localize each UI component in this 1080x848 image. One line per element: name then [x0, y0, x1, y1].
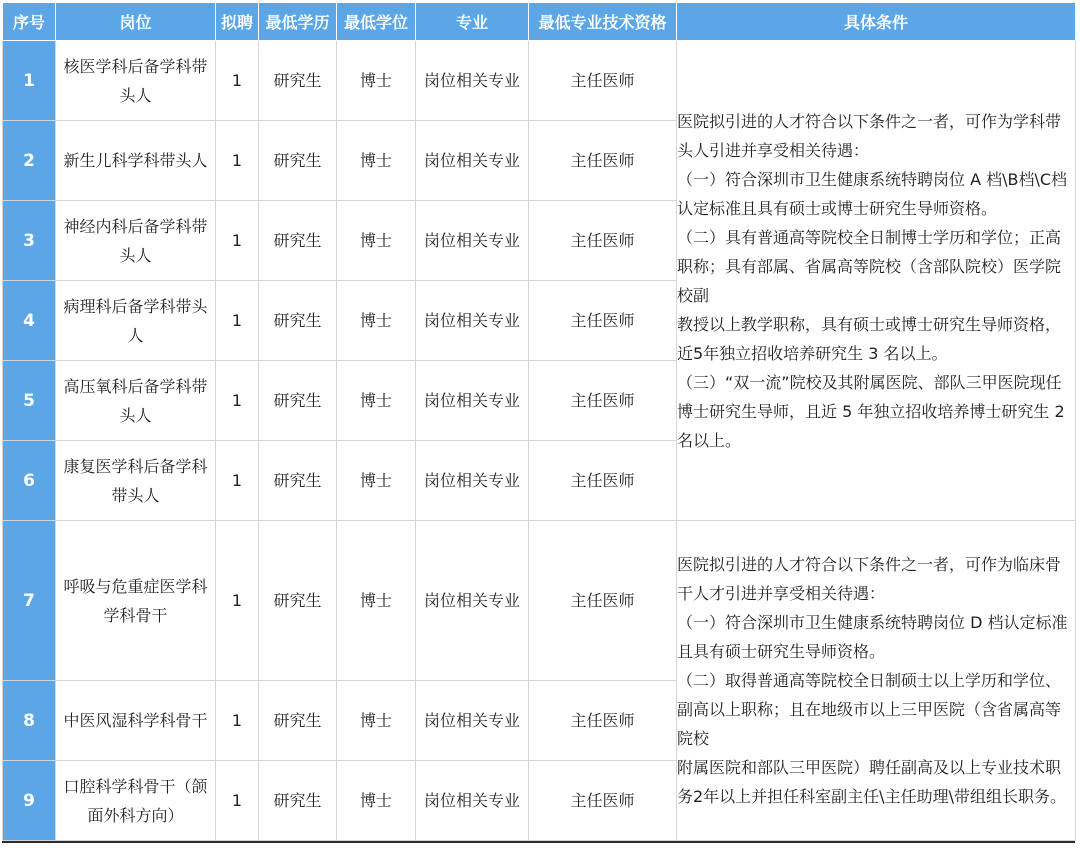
- row-major: 岗位相关专业: [416, 441, 529, 521]
- row-position: 高压氧科后备学科带头人: [56, 361, 216, 441]
- row-degree: 博士: [337, 201, 416, 281]
- row-seq: 4: [3, 281, 56, 361]
- row-major: 岗位相关专业: [416, 521, 529, 681]
- row-major: 岗位相关专业: [416, 681, 529, 761]
- row-position: 核医学科后备学科带头人: [56, 41, 216, 121]
- row-education: 研究生: [259, 761, 337, 841]
- row-quota: 1: [216, 201, 259, 281]
- conditions-text: （三）“双一流”院校及其附属医院、部队三甲医院现任博士研究生导师，且近 5 年独立招收培养博士研究生 2 名以上。: [677, 372, 1065, 450]
- row-education: 研究生: [259, 361, 337, 441]
- row-education: 研究生: [259, 521, 337, 681]
- row-degree: 博士: [337, 761, 416, 841]
- row-title: 主任医师: [529, 41, 677, 121]
- row-major: 岗位相关专业: [416, 281, 529, 361]
- header-min-degree: 最低学位: [337, 3, 416, 41]
- row-major: 岗位相关专业: [416, 121, 529, 201]
- row-title: 主任医师: [529, 761, 677, 841]
- row-major: 岗位相关专业: [416, 201, 529, 281]
- row-position: 康复医学科后备学科带头人: [56, 441, 216, 521]
- row-seq: 2: [3, 121, 56, 201]
- conditions-text: 教授以上教学职称，具有硕士或博士研究生导师资格，近5年独立招收培养研究生 3 名以上。: [677, 314, 1062, 363]
- row-title: 主任医师: [529, 121, 677, 201]
- conditions-text: （一）符合深圳市卫生健康系统特聘岗位 D 档认定标准且具有硕士研究生导师资格。: [677, 613, 1068, 661]
- header-min-education: 最低学历: [259, 3, 337, 41]
- table-row: [3, 521, 1076, 681]
- row-title: 主任医师: [529, 521, 677, 681]
- row-seq: 8: [3, 681, 56, 761]
- row-quota: 1: [216, 761, 259, 841]
- row-seq: 9: [3, 761, 56, 841]
- row-position: 呼吸与危重症医学科学科骨干: [56, 521, 216, 681]
- row-degree: 博士: [337, 361, 416, 441]
- row-position: 新生儿科学科带头人: [56, 121, 216, 201]
- row-education: 研究生: [259, 281, 337, 361]
- conditions-text: （一）符合深圳市卫生健康系统特聘岗位 A 档\B档\C档认定标准且具有硕士或博士研究生导师资格。: [677, 169, 1068, 218]
- row-title: 主任医师: [529, 441, 677, 521]
- header-min-title: 最低专业技术资格: [529, 3, 677, 41]
- row-education: 研究生: [259, 441, 337, 521]
- conditions-text: 附属医院和部队三甲医院）聘任副高及以上专业技术职务2年以上并担任科室副主任\主任助理\带组组长职务。: [677, 758, 1066, 806]
- row-degree: 博士: [337, 681, 416, 761]
- row-quota: 1: [216, 361, 259, 441]
- bottom-divider: [2, 841, 1075, 843]
- row-degree: 博士: [337, 441, 416, 521]
- row-quota: 1: [216, 521, 259, 681]
- header-major: 专业: [416, 3, 529, 41]
- row-position: 神经内科后备学科带头人: [56, 201, 216, 281]
- row-quota: 1: [216, 681, 259, 761]
- row-position: 口腔科学科骨干（颌面外科方向）: [56, 761, 216, 841]
- conditions-group-2: [677, 521, 1076, 841]
- row-title: 主任医师: [529, 281, 677, 361]
- table-header-row: [3, 3, 1076, 41]
- row-title: 主任医师: [529, 361, 677, 441]
- row-major: 岗位相关专业: [416, 41, 529, 121]
- header-conditions: 具体条件: [677, 3, 1076, 41]
- row-education: 研究生: [259, 681, 337, 761]
- row-quota: 1: [216, 281, 259, 361]
- conditions-text: （二）取得普通高等院校全日制硕士以上学历和学位、副高以上职称；且在地级市以上三甲医院（含省属高等院校: [677, 671, 1062, 748]
- row-title: 主任医师: [529, 681, 677, 761]
- row-education: 研究生: [259, 121, 337, 201]
- row-degree: 博士: [337, 521, 416, 681]
- row-quota: 1: [216, 41, 259, 121]
- table-row: [3, 41, 1076, 121]
- row-major: 岗位相关专业: [416, 761, 529, 841]
- row-position: 病理科后备学科带头人: [56, 281, 216, 361]
- conditions-text: 医院拟引进的人才符合以下条件之一者，可作为临床骨干人才引进并享受相关待遇：: [677, 555, 1062, 603]
- row-major: 岗位相关专业: [416, 361, 529, 441]
- row-quota: 1: [216, 121, 259, 201]
- row-degree: 博士: [337, 41, 416, 121]
- row-seq: 7: [3, 521, 56, 681]
- row-title: 主任医师: [529, 201, 677, 281]
- row-seq: 1: [3, 41, 56, 121]
- row-quota: 1: [216, 441, 259, 521]
- conditions-text: （二）具有普通高等院校全日制博士学历和学位；正高职称；具有部属、省属高等院校（含部队院校）医学院校副: [677, 227, 1062, 305]
- row-seq: 6: [3, 441, 56, 521]
- row-education: 研究生: [259, 201, 337, 281]
- conditions-group-1: [677, 41, 1076, 521]
- conditions-text: 医院拟引进的人才符合以下条件之一者，可作为学科带头人引进并享受相关待遇：: [677, 111, 1062, 160]
- header-seq: 序号: [3, 3, 56, 41]
- header-position: 岗位: [56, 3, 216, 41]
- recruitment-table: [2, 2, 1076, 841]
- row-seq: 5: [3, 361, 56, 441]
- row-degree: 博士: [337, 121, 416, 201]
- row-degree: 博士: [337, 281, 416, 361]
- row-seq: 3: [3, 201, 56, 281]
- header-quota: 拟聘: [216, 3, 259, 41]
- row-position: 中医风湿科学科骨干: [56, 681, 216, 761]
- row-education: 研究生: [259, 41, 337, 121]
